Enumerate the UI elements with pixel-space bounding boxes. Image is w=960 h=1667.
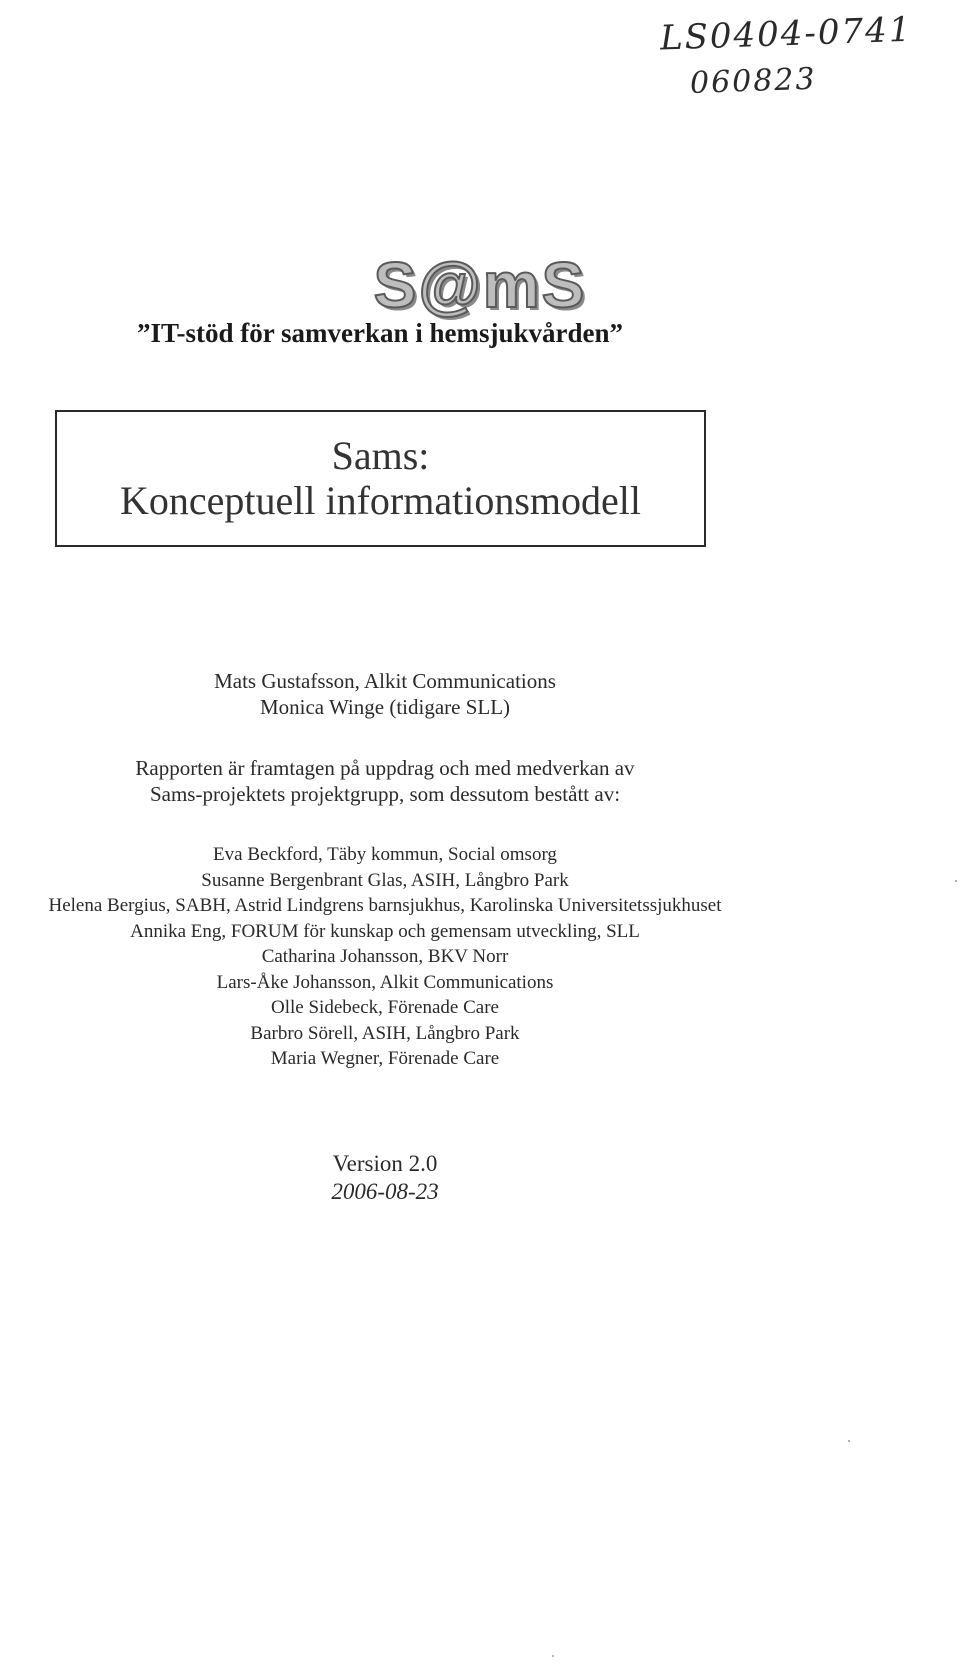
handwritten-id: LS0404-0741 <box>659 9 914 59</box>
authors-block <box>0 668 770 720</box>
logo-text: S@mS <box>373 249 587 321</box>
commission-statement <box>0 755 770 807</box>
member-line: Annika Eng, FORUM för kunskap och gemensam utveckling, SLL <box>130 920 640 942</box>
version-label: Version 2.0 <box>332 1151 438 1176</box>
author-line: Mats Gustafsson, Alkit Communications <box>214 669 556 693</box>
title-line-2: Konceptuell informationsmodell <box>120 478 641 523</box>
sams-logo <box>0 248 960 322</box>
member-line: Eva Beckford, Täby kommun, Social omsorg <box>213 844 557 865</box>
version-block <box>0 1150 770 1206</box>
document-subtitle: ”IT-stöd för samverkan i hemsjukvården” <box>136 318 624 348</box>
handwritten-reference <box>659 9 920 102</box>
scan-speck <box>955 880 957 882</box>
handwritten-date: 060823 <box>689 61 818 102</box>
member-line: Helena Bergius, SABH, Astrid Lindgrens barnsjukhus, Karolinska Universitetssjukhuset <box>48 895 722 916</box>
member-line: Lars-Åke Johansson, Alkit Communications <box>216 971 554 993</box>
version-date: 2006-08-23 <box>331 1179 439 1204</box>
title-line-1: Sams: <box>331 433 430 478</box>
author-line: Monica Winge (tidigare SLL) <box>259 695 511 719</box>
scan-speck <box>848 1440 850 1442</box>
member-line: Maria Wegner, Förenade Care <box>270 1048 500 1069</box>
scan-speck <box>552 1655 554 1657</box>
title-box <box>55 410 706 547</box>
member-line: Susanne Bergenbrant Glas, ASIH, Långbro Park <box>201 869 569 891</box>
member-line: Barbro Sörell, ASIH, Långbro Park <box>250 1022 520 1044</box>
member-line: Olle Sidebeck, Förenade Care <box>271 997 499 1018</box>
commission-line: Sams-projektets projektgrupp, som dessutom bestått av: <box>149 782 621 806</box>
commission-line: Rapporten är framtagen på uppdrag och med medverkan av <box>135 756 635 780</box>
member-line: Catharina Johansson, BKV Norr <box>261 946 509 967</box>
project-group-members <box>0 842 770 1072</box>
